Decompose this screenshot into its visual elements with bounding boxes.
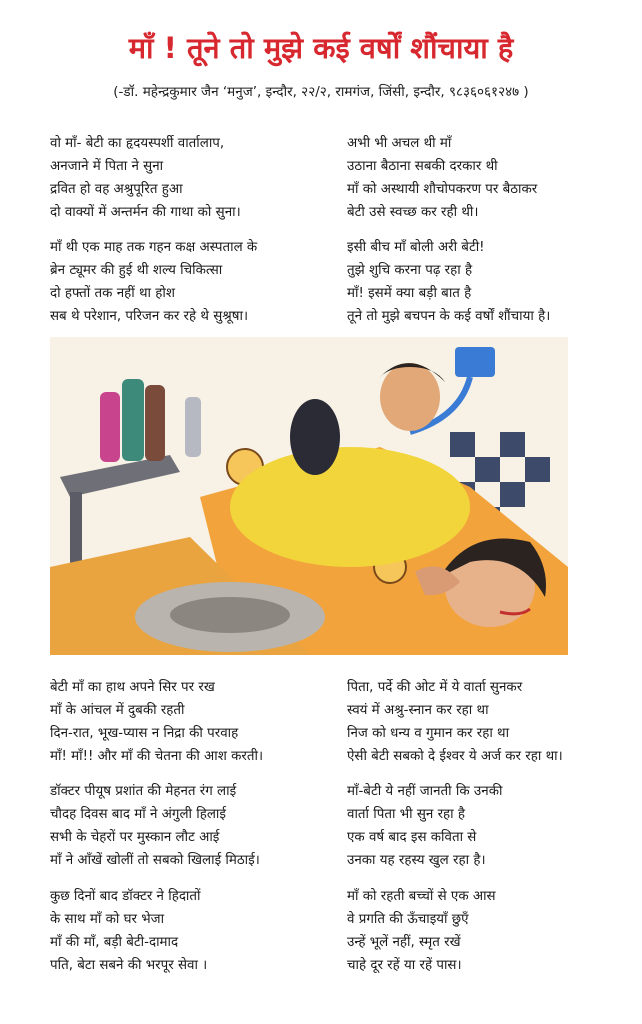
verse-line: दिन-रात, भूख-प्यास न निद्रा की परवाह [50,726,239,741]
verse-line: माँ! माँ!! और माँ की चेतना की आश करती। [50,749,264,764]
verse-line: चाहे दूर रहें या रहें पास। [347,958,462,973]
verse-line: उठाना बैठाना सबकी दरकार थी [347,159,498,174]
verse-line: माँ थी एक माह तक गहन कक्ष अस्पताल के [50,240,258,255]
verse-line: अनजाने में पिता ने सुना [50,159,164,174]
verse-line: उनका यह रहस्य खुल रहा है। [347,853,486,868]
verse-line: स्वयं में अश्रु-स्नान कर रहा था [347,703,489,718]
poem-title: माँ ! तूने तो मुझे कई वर्षों शौंचाया है [128,31,514,65]
verse-line: माँ! इसमें क्या बड़ी बात है [347,286,472,301]
verse-line: माँ ने आँखें खोलीं तो सबको खिलाई मिठाई। [50,853,260,868]
left-stanza-1 [50,132,241,224]
verse-line: पति, बेटा सबने की भरपूर सेवा । [50,958,208,973]
illustration-mother-daughter [50,337,568,655]
verse-line: ब्रेन ट्यूमर की हुई थी शल्य चिकित्सा [50,263,223,278]
verse-line: उन्हें भूलें नहीं, स्मृत रखें [347,935,461,950]
right-stanza-2 [347,236,550,328]
verse-line: निज को धन्य व गुमान कर रहा था [347,726,510,741]
verse-line: कुछ दिनों बाद डॉक्टर ने हिदातों [50,889,201,904]
verse-line: चौदह दिवस बाद माँ ने अंगुली हिलाई [50,807,226,822]
verse-line: पिता, पर्दे की ओट में ये वार्ता सुनकर [347,680,523,695]
right-stanza-3 [347,676,563,768]
verse-line: माँ के आंचल में दुबकी रहती [50,703,185,718]
illustration-drawing [50,337,568,655]
verse-line: अभी भी अचल थी माँ [347,136,452,151]
verse-line: माँ को अस्थायी शौचोपकरण पर बैठाकर [347,182,538,197]
verse-line: माँ की माँ, बड़ी बेटी-दामाद [50,935,179,950]
right-stanza-5 [347,885,496,977]
verse-line: सभी के चेहरों पर मुस्कान लौट आई [50,830,220,845]
verse-line: ऐसी बेटी सबको दे ईश्वर ये अर्ज कर रहा था। [347,749,563,764]
verse-line: माँ-बेटी ये नहीं जानती कि उनकी [347,784,503,799]
verse-line: बेटी माँ का हाथ अपने सिर पर रख [50,680,215,695]
verse-line: के साथ माँ को घर भेजा [50,912,165,927]
verse-line: माँ को रहती बच्चों से एक आस [347,889,496,904]
left-stanza-3 [50,676,263,768]
verse-line: वे प्रगति की ऊँचाइयाँ छुएँ [347,912,469,927]
verse-line: दो हफ्तों तक नहीं था होश [50,286,175,301]
left-stanza-2 [50,236,257,328]
verse-line: इसी बीच माँ बोली अरी बेटी! [347,240,485,255]
right-stanza-4 [347,780,502,872]
author-byline: (-डॉ. महेन्द्रकुमार जैन ‘मनुज’, इन्दौर, २२/२, रामगंज, जिंसी, इन्दौर, ९८३६०६१२४७ ) [113,84,529,100]
left-stanza-4 [50,780,260,872]
verse-line: बेटी उसे स्वच्छ कर रही थी। [347,205,479,220]
left-stanza-5 [50,885,207,977]
verse-line: सब थे परेशान, परिजन कर रहे थे सुश्रूषा। [50,309,249,324]
verse-line: द्रवित हो वह अश्रुपूरित हुआ [50,182,183,197]
verse-line: एक वर्ष बाद इस कविता से [347,830,477,845]
verse-line: वार्ता पिता भी सुन रहा है [347,807,466,822]
verse-line: तुझे शुचि करना पढ़ रहा है [347,263,473,278]
verse-line: तूने तो मुझे बचपन के कई वर्षों शौंचाया है। [347,309,551,324]
verse-line: वो माँ- बेटी का हृदयस्पर्शी वार्तालाप, [50,136,225,151]
right-stanza-1 [347,132,537,224]
verse-line: दो वाक्यों में अन्तर्मन की गाथा को सुना। [50,205,241,220]
verse-line: डॉक्टर पीयूष प्रशांत की मेहनत रंग लाई [50,784,237,799]
